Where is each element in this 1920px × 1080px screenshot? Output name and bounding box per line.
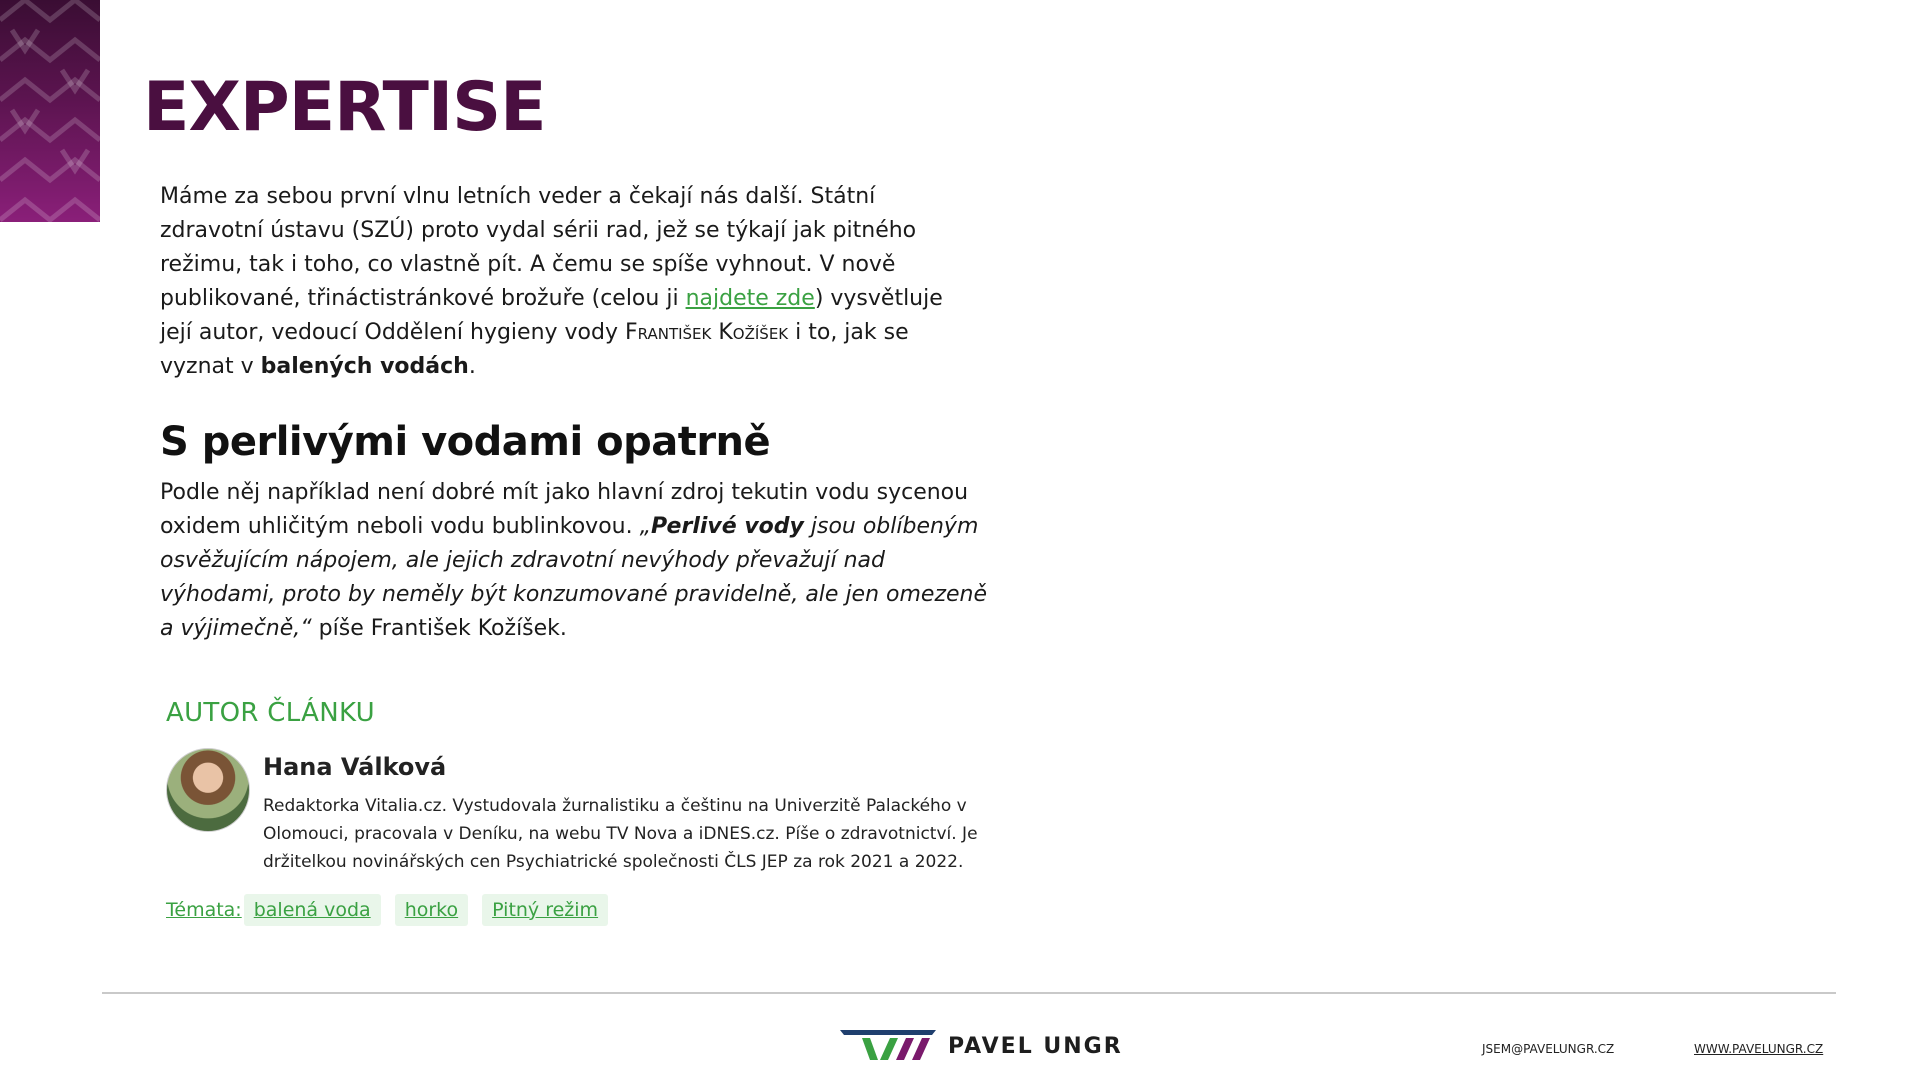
quote-emphasis: Perlivé vody	[651, 514, 804, 539]
quote-text: jsou oblíbeným osvěžujícím nápojem, ale jejich zdravotní nevýhody převažují nad výhodami, proto by neměly být konzumované pravidelně, ale jen omezeně a výjimečně,“	[160, 514, 988, 641]
intro-text: .	[468, 354, 476, 379]
author-info	[263, 746, 1043, 876]
author-name[interactable]: Hana Válková	[263, 753, 447, 781]
body-text: Podle něj například není dobré mít jako hlavní zdroj tekutin vodu sycenou oxidem uhličitým neboli vodu bublinkovou.	[160, 480, 969, 539]
topics-label-link[interactable]: Témata:	[166, 899, 242, 921]
brochure-link[interactable]: najdete zde	[685, 286, 815, 311]
intro-text: ) vysvětluje její autor, vedoucí Oddělení hygieny vody	[160, 286, 943, 345]
intro-text: Máme za sebou první vlnu letních veder a čekají nás další. Státní zdravotní ústavu (SZÚ) proto vydal sérii rad, jež se týkají jak pitného režimu, tak i toho, co vlastně pít. A čemu se spíše vyhnout. V nově publikované, třináctistránkové brožuře (celou ji	[160, 184, 917, 311]
footer-website-link[interactable]: WWW.PAVELUNGR.CZ	[1694, 1042, 1824, 1056]
article-body-paragraph	[160, 476, 990, 646]
author-bio: Redaktorka Vitalia.cz. Vystudovala žurnalistiku a češtinu na Univerzitě Palackého v Olomouci, pracovala v Deníku, na webu TV Nova a iDNES.cz. Píše o zdravotnictví. Je držitelkou novinářských cen Psychiatrické společnosti ČLS JEP za rok 2021 a 2022.	[263, 796, 978, 872]
intro-text: i to, jak se vyznat v	[160, 320, 909, 379]
corner-pattern	[0, 0, 100, 222]
article-intro-paragraph	[160, 180, 980, 384]
quote-mark: „	[639, 514, 652, 539]
footer-divider	[102, 992, 1836, 994]
expert-name: František Kožíšek	[625, 320, 789, 345]
author-heading: AUTOR ČLÁNKU	[166, 698, 375, 728]
author-block	[166, 698, 1046, 876]
tag-pitny-rezim[interactable]: Pitný režim	[482, 894, 608, 926]
avatar[interactable]	[166, 748, 250, 832]
footer-logo	[840, 1028, 1123, 1064]
author-row	[166, 746, 1046, 876]
topic-tags	[166, 894, 622, 926]
article-excerpt	[160, 180, 1040, 646]
footer-email[interactable]: JSEM@PAVELUNGR.CZ	[1482, 1042, 1615, 1056]
bottled-water-emphasis: balených vodách	[260, 354, 469, 379]
brand-name: PAVEL UNGR	[948, 1033, 1123, 1059]
pattern-decoration-icon	[0, 0, 100, 222]
tag-horko[interactable]: horko	[395, 894, 468, 926]
pavel-ungr-logo-icon	[840, 1028, 936, 1064]
tag-balena-voda[interactable]: balená voda	[244, 894, 381, 926]
slide-title: EXPERTISE	[143, 68, 546, 147]
article-subheading: S perlivými vodami opatrně	[160, 419, 771, 465]
body-text: píše František Kožíšek.	[311, 616, 567, 641]
